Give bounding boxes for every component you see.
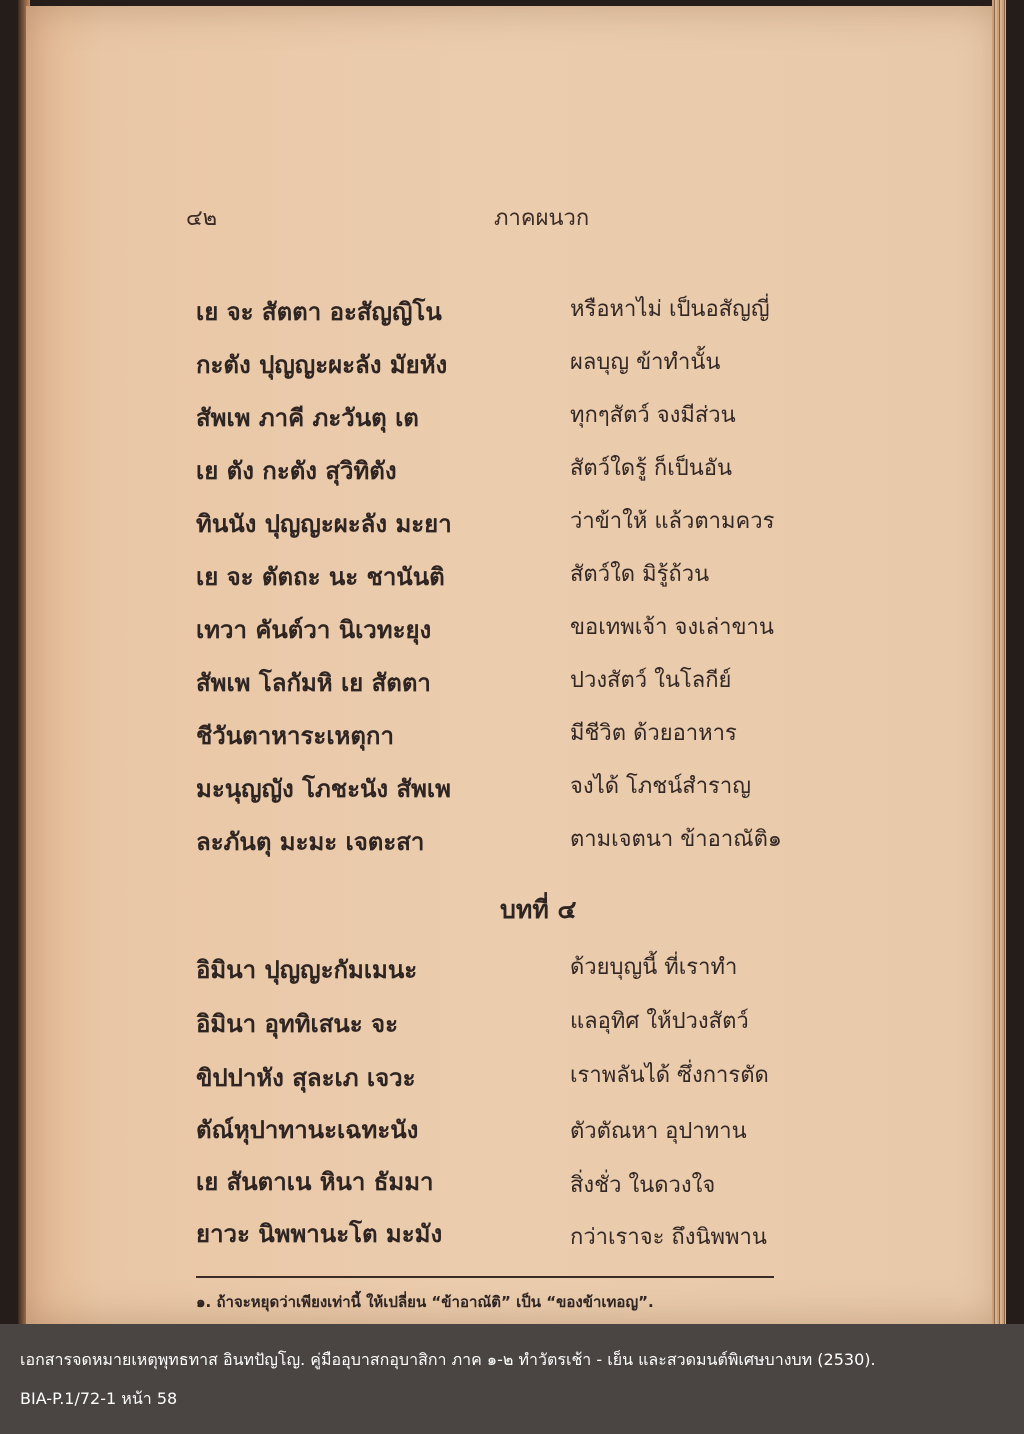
thai-translation-line: ผลบุญ ข้าทำนั้น	[570, 350, 721, 375]
pali-line: เย จะ สัตตา อะสัญญิโน	[196, 298, 442, 326]
thai-translation-line: หรือหาไม่ เป็นอสัญญี่	[570, 297, 770, 322]
caption-bar	[0, 1324, 1024, 1434]
pali-line: เย สันตาเน หินา ธัมมา	[196, 1168, 434, 1196]
pali-line: สัพเพ โลกัมหิ เย สัตตา	[196, 669, 431, 697]
pali-line: ทินนัง ปุญญะผะลัง มะยา	[196, 510, 452, 538]
caption-reference: BIA-P.1/72-1 หน้า 58	[20, 1389, 178, 1408]
thai-translation-line: ขอเทพเจ้า จงเล่าขาน	[570, 615, 774, 640]
pali-line: อิมินา ปุญญะกัมเมนะ	[196, 956, 418, 984]
thai-translation-line: ทุกๆสัตว์ จงมีส่วน	[570, 403, 736, 428]
pali-line: เย ตัง กะตัง สุวิทิตัง	[196, 457, 397, 485]
footnote: ๑. ถ้าจะหยุดว่าเพียงเท่านี้ ให้เปลี่ยน “ข้าอาณัติ” เป็น “ของข้าเทอญ”.	[196, 1293, 654, 1311]
pali-line: ละภันตุ มะมะ เจตะสา	[196, 828, 425, 856]
thai-translation-line: ว่าข้าให้ แล้วตามควร	[570, 509, 775, 534]
thai-translation-line: กว่าเราจะ ถึงนิพพาน	[570, 1225, 767, 1250]
pali-line: ยาวะ นิพพานะโต มะมัง	[196, 1220, 443, 1248]
page-number: ๔๒	[186, 206, 218, 231]
pali-line: เทวา คันต์วา นิเวทะยุง	[196, 616, 432, 644]
thai-translation-line: สัตว์ใดรู้ ก็เป็นอัน	[570, 456, 733, 481]
pali-line: ขิปปาหัง สุละเภ เจวะ	[196, 1064, 416, 1092]
thai-translation-line: ตัวตัณหา อุปาทาน	[570, 1119, 747, 1144]
pali-line: ชีวันตาหาระเหตุกา	[196, 722, 394, 750]
pali-line: มะนุญญัง โภชะนัง สัพเพ	[196, 775, 451, 803]
thai-translation-line: ตามเจตนา ข้าอาณัติ๑	[570, 827, 782, 852]
pali-line: อิมินา อุททิเสนะ จะ	[196, 1010, 398, 1038]
thai-translation-line: เราพลันได้ ซึ่งการตัด	[570, 1063, 769, 1088]
pali-line: กะตัง ปุญญะผะลัง มัยหัง	[196, 351, 448, 379]
pali-line: ตัณ์หุปาทานะเฉทะนัง	[196, 1116, 419, 1144]
thai-translation-line: ด้วยบุญนี้ ที่เราทำ	[570, 955, 738, 980]
thai-translation-line: จงได้ โภชน์สำราญ	[570, 774, 751, 799]
thai-translation-line: สิ่งชั่ว ในดวงใจ	[570, 1173, 716, 1198]
thai-translation-line: ปวงสัตว์ ในโลกีย์	[570, 668, 732, 693]
thai-translation-line: แลอุทิศ ให้ปวงสัตว์	[570, 1009, 749, 1034]
pali-line: เย จะ ตัตถะ นะ ชานันติ	[196, 563, 445, 591]
thai-translation-line: สัตว์ใด มิรู้ถ้วน	[570, 562, 710, 587]
section-title: ภาคผนวก	[494, 206, 590, 231]
caption-citation: เอกสารจดหมายเหตุพุทธทาส อินทปัญโญ. คู่มืออุบาสกอุบาสิกา ภาค ๑-๒ ทำวัตรเช้า - เย็น และสวดมนต์พิเศษบางบท (2530).	[20, 1350, 876, 1369]
chapter-heading: บทที่ ๔	[500, 895, 577, 924]
pali-line: สัพเพ ภาคี ภะวันตุ เต	[196, 404, 419, 432]
page-stack-edge	[992, 0, 1006, 1325]
footnote-divider	[196, 1276, 774, 1278]
thai-translation-line: มีชีวิต ด้วยอาหาร	[570, 721, 737, 746]
